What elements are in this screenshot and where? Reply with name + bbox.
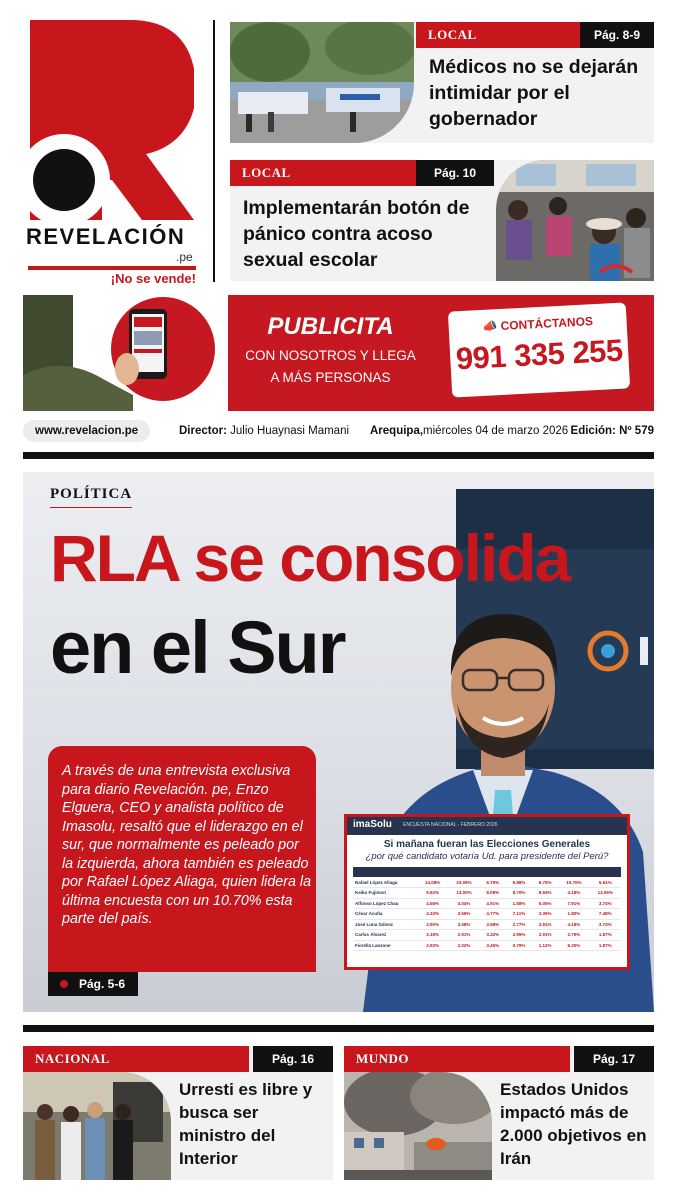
bottom-story-urresti[interactable]: [23, 1046, 333, 1180]
poll-cell: 4.77%: [480, 909, 506, 920]
poll-question-line1: Si mañana fueran las Elecciones Generales: [383, 839, 591, 850]
poll-header: [347, 817, 627, 835]
bullet-dot-icon: [60, 980, 68, 988]
director-credit: [179, 420, 349, 442]
ad-subtext-line: A MÁS PERSONAS: [270, 370, 391, 385]
section-rule: [23, 452, 654, 459]
poll-cell: 7.11%: [506, 909, 532, 920]
poll-cell: 3.59%: [448, 909, 479, 920]
lead-page-ref: [48, 972, 138, 996]
ad-contact-box[interactable]: [448, 302, 630, 397]
poll-table-header: [353, 867, 621, 877]
poll-cell: 8.09%: [480, 888, 506, 899]
poll-cell: 9.30%: [558, 940, 589, 951]
poll-row: [353, 898, 621, 909]
poll-cell: 5.61%: [590, 877, 621, 888]
poll-row: [353, 909, 621, 920]
poll-cell: 10.70%: [558, 877, 589, 888]
section-tag: LOCAL: [416, 22, 580, 48]
story-headline[interactable]: Urresti es libre y busca ser ministro del Interior: [179, 1080, 313, 1168]
section-rule: [23, 1025, 654, 1032]
poll-cell: 4.04%: [448, 898, 479, 909]
poll-cell: 6.75%: [480, 877, 506, 888]
lead-story-rla[interactable]: [23, 472, 654, 1012]
page-ref: Pág. 17: [574, 1046, 654, 1072]
poll-cell: 3.95%: [506, 930, 532, 941]
poll-cell: 23.09%: [448, 877, 479, 888]
ad-headline: PUBLICITA: [267, 313, 394, 340]
poll-cell: 2.79%: [558, 930, 589, 941]
poll-cell: 8.94%: [532, 888, 558, 899]
poll-cell: 3.45%: [480, 940, 506, 951]
story-photo-protest: [230, 22, 414, 143]
story-photo-urresti: [23, 1072, 171, 1180]
poll-cell: 8.70%: [506, 888, 532, 899]
logo-r-mark: [30, 20, 194, 220]
ad-contact-text: CONTÁCTANOS: [500, 314, 594, 333]
poll-row: [353, 930, 621, 941]
poll-cell: 4.91%: [480, 898, 506, 909]
poll-candidate-name: Rafael López Aliaga: [353, 877, 417, 888]
website-link[interactable]: www.revelacion.pe: [23, 420, 150, 442]
lead-page-text: Pág. 5-6: [79, 977, 126, 991]
poll-cell: 1.80%: [558, 909, 589, 920]
story-headline[interactable]: Implementarán botón de pánico contra acoso sexual escolar: [243, 197, 470, 271]
story-photo-iran-smoke: [344, 1072, 492, 1180]
poll-cell: 3.35%: [532, 909, 558, 920]
poll-brand: imaSolu: [353, 819, 392, 830]
poll-cell: 5.05%: [532, 898, 558, 909]
poll-candidate-name: César Acuña: [353, 909, 417, 920]
poll-cell: 3.32%: [480, 930, 506, 941]
poll-cell: 4.18%: [558, 919, 589, 930]
poll-cell: 3.74%: [590, 898, 621, 909]
poll-cell: 2.91%: [448, 930, 479, 941]
lead-summary-text: A través de una entrevista exclusiva para diario Revelación. pe, Enzo Elguera, CEO y analista político de Imasolu, resaltó que el liderazgo en el sur, que normalmente es peleado por la izquierda, ahora también es peleado por Rafael López Aliaga, quien lidera la última encuesta con un 10.70% esta parte del país.: [62, 763, 312, 927]
poll-graphic: [344, 814, 630, 970]
poll-row: [353, 877, 621, 888]
poll-row: [353, 888, 621, 899]
lead-headline-line1[interactable]: RLA se consolida: [50, 521, 570, 595]
director-name: Julio Huaynasi Mamani: [230, 425, 350, 437]
poll-cell: 4.33%: [417, 909, 448, 920]
story-photo-bus: [496, 160, 654, 281]
top-story-medicos[interactable]: [230, 22, 654, 143]
city: Arequipa,: [370, 425, 424, 437]
poll-cell: 9.88%: [506, 877, 532, 888]
poll-cell: 9.92%: [417, 888, 448, 899]
section-tag: MUNDO: [344, 1046, 570, 1072]
poll-cell: 4.18%: [558, 888, 589, 899]
poll-row: [353, 919, 621, 930]
poll-cell: 4.55%: [417, 898, 448, 909]
lead-section-tag: POLÍTICA: [50, 486, 132, 508]
page-ref: Pág. 10: [416, 160, 494, 186]
ad-phone-photo: [23, 295, 228, 411]
top-story-boton-panico[interactable]: [230, 160, 654, 281]
masthead-logo[interactable]: [26, 20, 198, 285]
page-ref: Pág. 8-9: [580, 22, 654, 48]
edition-info-strip: [23, 420, 654, 442]
logo-slogan: ¡No se vende!: [110, 271, 196, 286]
date-line: [370, 420, 568, 442]
ad-contact-label: [448, 312, 626, 335]
bottom-story-iran[interactable]: [344, 1046, 654, 1180]
poll-candidate-name: Keiko Fujimori: [353, 888, 417, 899]
poll-header-label: ENCUESTA NACIONAL - FEBRERO 2026: [403, 822, 498, 828]
poll-candidate-name: Alfonso López Chau: [353, 898, 417, 909]
poll-cell: 3.58%: [448, 919, 479, 930]
poll-cell: 1.12%: [532, 940, 558, 951]
ad-phone-number[interactable]: 991 335 255: [454, 332, 624, 377]
masthead-divider: [213, 20, 215, 282]
poll-cell: 2.02%: [448, 940, 479, 951]
poll-cell: 7.91%: [558, 898, 589, 909]
logo-rule: [28, 266, 196, 270]
poll-cell: 1.87%: [590, 930, 621, 941]
poll-cell: 1.87%: [590, 940, 621, 951]
ad-subtext-line: CON NOSOTROS Y LLEGA: [245, 348, 416, 363]
poll-cell: 3.90%: [417, 919, 448, 930]
poll-cell: 13.00%: [448, 888, 479, 899]
logo-domain: .pe: [176, 250, 193, 264]
edition-number: [571, 420, 654, 442]
poll-cell: 3.74%: [590, 919, 621, 930]
megaphone-icon: 📣: [481, 318, 501, 334]
publicita-ad-banner[interactable]: [23, 295, 654, 411]
edition-value: Nº 579: [619, 425, 654, 437]
poll-cell: 3.98%: [480, 919, 506, 930]
poll-row: [353, 940, 621, 951]
poll-cell: 1.58%: [506, 898, 532, 909]
poll-cell: 14.08%: [417, 877, 448, 888]
page-ref: Pág. 16: [253, 1046, 333, 1072]
poll-candidate-name: José Luna Gálvez: [353, 919, 417, 930]
story-headline[interactable]: Estados Unidos impactó más de 2.000 objetivos en Irán: [500, 1080, 647, 1168]
edition-label: Edición:: [570, 425, 616, 437]
poll-question-line2: ¿por qué candidato votaría Ud. para presidente del Perú?: [365, 851, 609, 862]
poll-cell: 0.79%: [506, 940, 532, 951]
poll-cell: 2.91%: [532, 919, 558, 930]
section-tag: LOCAL: [230, 160, 416, 186]
poll-candidate-name: Fiorella Lanzone: [353, 940, 417, 951]
poll-cell: 2.91%: [532, 930, 558, 941]
director-label: Director:: [179, 425, 227, 437]
poll-cell: 2.92%: [417, 940, 448, 951]
poll-cell: 13.06%: [590, 888, 621, 899]
lead-headline-line2[interactable]: en el Sur: [50, 606, 345, 689]
story-headline[interactable]: Médicos no se dejarán intimidar por el gobernador: [429, 56, 639, 130]
poll-table: [353, 867, 621, 951]
date: miércoles 04 de marzo 2026: [423, 425, 569, 437]
poll-cell: 2.77%: [506, 919, 532, 930]
poll-cell: 3.18%: [417, 930, 448, 941]
poll-cell: 6.70%: [532, 877, 558, 888]
poll-cell: 7.48%: [590, 909, 621, 920]
section-tag: NACIONAL: [23, 1046, 249, 1072]
logo-wordmark: REVELACIÓN: [26, 224, 186, 249]
poll-candidate-name: Carlos Álvarez: [353, 930, 417, 941]
lead-summary-box: [48, 746, 316, 972]
ad-subtext: [228, 345, 433, 389]
